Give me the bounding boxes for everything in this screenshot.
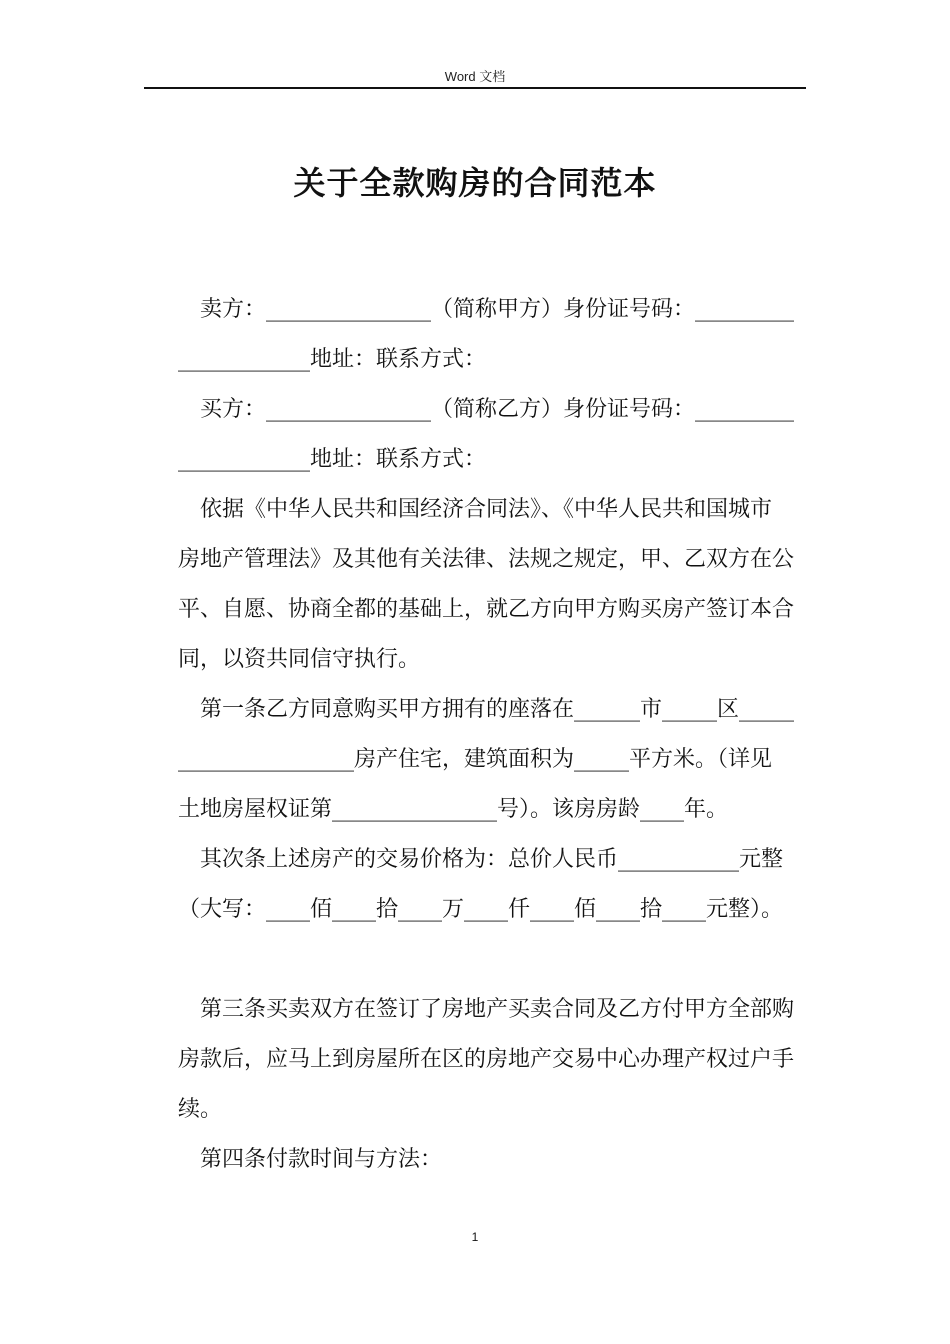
article-2-line-1: 其次条上述房产的交易价格为：总价人民币___________元整 (200, 847, 784, 872)
buyer-line: 买方：_______________（简称乙方）身份证号码：_________ (200, 397, 795, 422)
preamble-line-3: 平、自愿、协商全都的基础上，就乙方向甲方购买房产签订本合 (178, 597, 795, 622)
article-2-line-2: （大写：____佰____拾____万____仟____佰____拾____元整）。 (178, 897, 784, 922)
article-1-line-2: ________________房产住宅，建筑面积为_____平方米。（详见 (178, 747, 773, 772)
page-number: 1 (471, 1230, 479, 1244)
preamble-line-1: 依据《中华人民共和国经济合同法》、《中华人民共和国城市 (200, 497, 773, 522)
seller-address-line: ____________地址：联系方式： (178, 347, 487, 372)
article-3-line-3: 续。 (178, 1097, 223, 1122)
article-1-line-3: 土地房屋权证第_______________号）。该房房龄____年。 (178, 797, 729, 822)
buyer-address-line: ____________地址：联系方式： (178, 447, 487, 472)
header-rule (144, 87, 806, 89)
page-header: Word 文档 (444, 69, 506, 84)
article-1-line-1: 第一条乙方同意购买甲方拥有的座落在______市_____区_____ (200, 697, 795, 722)
preamble-line-2: 房地产管理法》及其他有关法律、法规之规定，甲、乙双方在公 (178, 547, 795, 572)
preamble-line-4: 同，以资共同信守执行。 (178, 647, 421, 672)
document-title: 关于全款购房的合同范本 (293, 164, 657, 202)
document-body (178, 285, 804, 1185)
article-3-line-2: 房款后，应马上到房屋所在区的房地产交易中心办理产权过户手 (178, 1047, 795, 1072)
seller-line: 卖方：_______________（简称甲方）身份证号码：_________ (200, 297, 795, 322)
article-3-line-1: 第三条买卖双方在签订了房地产买卖合同及乙方付甲方全部购 (200, 997, 795, 1022)
article-4-line-1: 第四条付款时间与方法： (200, 1147, 443, 1172)
